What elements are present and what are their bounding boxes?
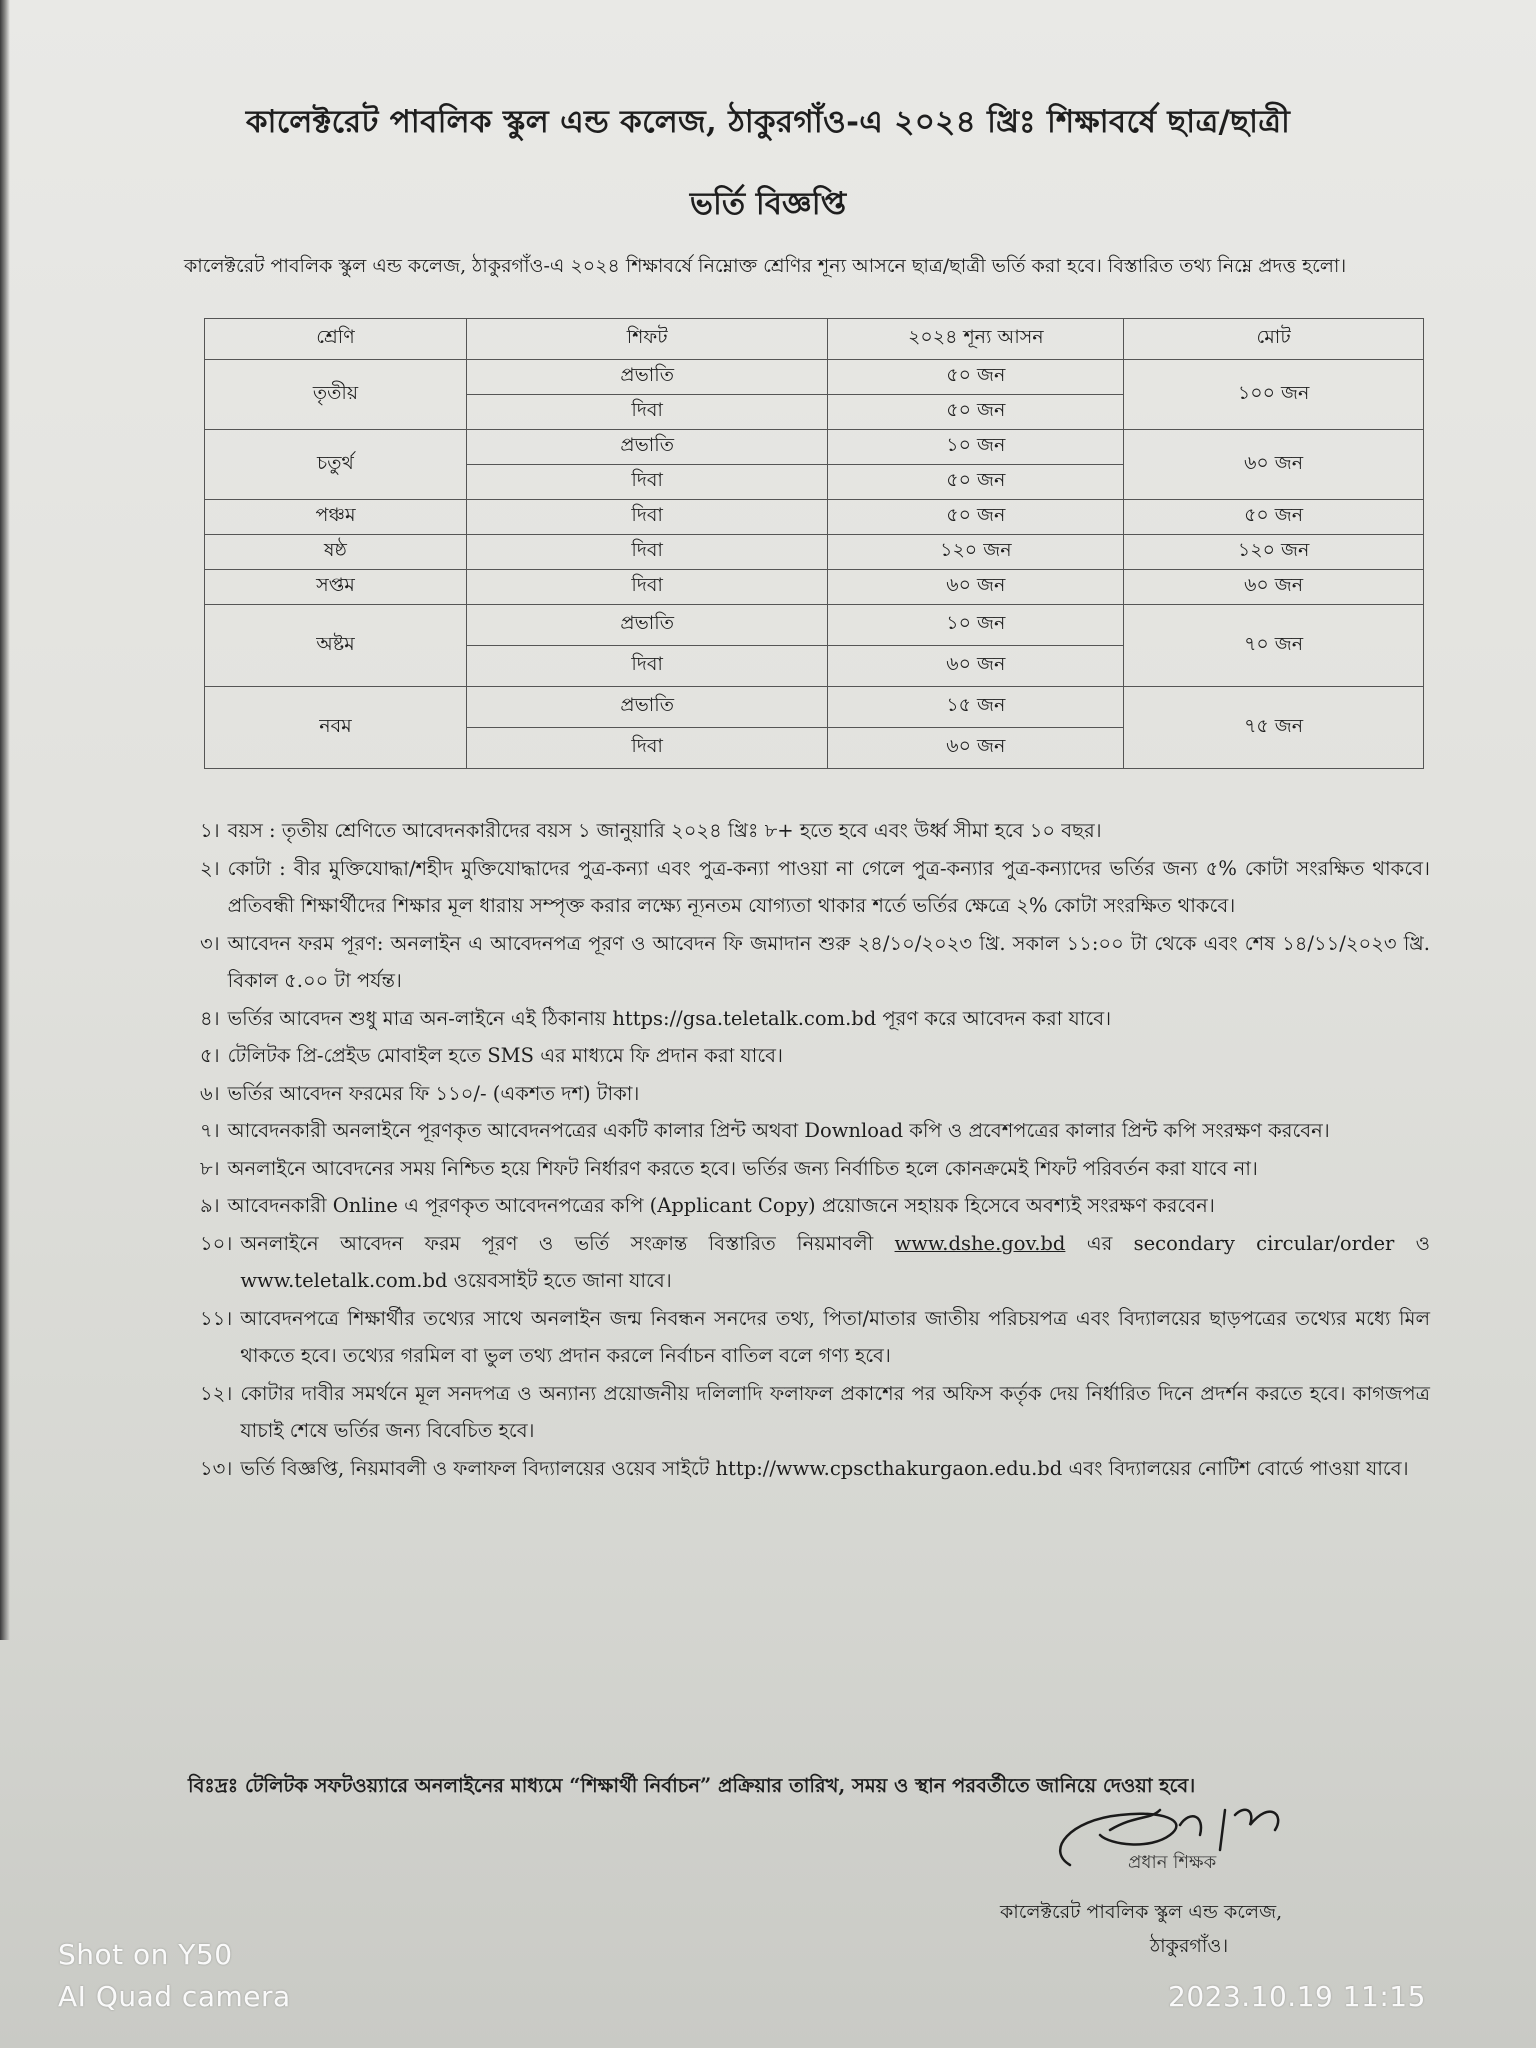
rule-item xyxy=(200,1450,1430,1488)
rule-item xyxy=(200,1225,1430,1300)
rule-text: ভর্তির আবেদন ফরমের ফি ১১০/- (একশত দশ) টাকা। xyxy=(227,1081,640,1105)
shift: দিবা xyxy=(466,728,828,769)
rule-text: আবেদনকারী Online এ পূরণকৃত আবেদনপত্রের কপি (Applicant Copy) প্রয়োজনে সহায়ক হিসেবে অবশ্যই সংরক্ষণ করবেন। xyxy=(227,1194,1215,1217)
shift: প্রভাতি xyxy=(466,605,828,646)
header-total: মোট xyxy=(1124,319,1424,360)
seats: ৬০ জন xyxy=(828,728,1124,769)
rule-text: অনলাইনে আবেদনের সময় নিশ্চিত হয়ে শিফট নির্ধারণ করতে হবে। ভর্তির জন্য নির্বাচিত হলে কোনক্রমেই শিফট পরিবর্তন করা যাবে না। xyxy=(227,1156,1258,1180)
rule-item xyxy=(200,1000,1430,1038)
seats: ৫০ জন xyxy=(828,395,1124,430)
shift: দিবা xyxy=(466,395,828,430)
rule-item xyxy=(200,1300,1430,1375)
shift: দিবা xyxy=(466,535,828,570)
camera-watermark-model: Shot on Y50 xyxy=(58,1938,233,1971)
rule-number: ৬। xyxy=(200,1081,220,1105)
rule-number: ১। xyxy=(200,819,220,842)
rule-number: ৯। xyxy=(200,1194,220,1217)
header-shift: শিফট xyxy=(466,319,828,360)
rule-number: ৩। xyxy=(200,931,220,955)
rule-number: ৭। xyxy=(200,1119,220,1142)
footnote: বিঃদ্রঃ টেলিটক সফটওয়্যারে অনলাইনের মাধ্যমে “শিক্ষার্থী নির্বাচন” প্রক্রিয়ার তারিখ, সময় ও স্থান পরবর্তীতে জানিয়ে দেওয়া হবে। xyxy=(188,1774,1196,1797)
class-name: নবম xyxy=(205,687,467,769)
table-row xyxy=(205,535,1424,570)
rule-number: ১২। xyxy=(200,1381,233,1405)
headmaster-title: প্রধান শিক্ষক xyxy=(1128,1852,1217,1873)
seats: ৫০ জন xyxy=(828,465,1124,500)
rule-text xyxy=(240,1225,1430,1300)
rule-number: ৮। xyxy=(200,1156,220,1180)
table-row xyxy=(205,605,1424,646)
vacant-seats-table xyxy=(204,318,1424,769)
rule-number: ৫। xyxy=(200,1044,220,1067)
rule-text: ভর্তি বিজ্ঞপ্তি, নিয়মাবলী ও ফলাফল বিদ্যালয়ের ওয়েব সাইটে http://www.cpscthakurgaon.edu.bd এবং বিদ্যালয়ের নোটিশ বোর্ডে পাওয়া যাবে। xyxy=(240,1456,1409,1480)
rule-item xyxy=(200,1187,1430,1225)
rule-number: ১০। xyxy=(200,1231,233,1255)
camera-watermark-lens: AI Quad camera xyxy=(58,1980,291,2013)
table-row xyxy=(205,360,1424,395)
rule-number: ১১। xyxy=(200,1306,233,1330)
shift: দিবা xyxy=(466,646,828,687)
table-row xyxy=(205,570,1424,605)
rule-text-after: এর secondary circular/order ও www.teletalk.com.bd ওয়েবসাইট হতে জানা যাবে। xyxy=(240,1231,1430,1292)
class-name: ষষ্ঠ xyxy=(205,535,467,570)
rule-item xyxy=(200,812,1430,850)
class-name: পঞ্চম xyxy=(205,500,467,535)
rule-number: ২। xyxy=(200,856,220,880)
seats: ৫০ জন xyxy=(828,500,1124,535)
seats: ১২০ জন xyxy=(828,535,1124,570)
paper-edge-shadow xyxy=(0,0,10,1640)
rule-number: ৪। xyxy=(200,1006,220,1030)
rule-item xyxy=(200,1150,1430,1188)
table-row xyxy=(205,687,1424,728)
rule-text: আবেদনকারী অনলাইনে পূরণকৃত আবেদনপত্রের একটি কালার প্রিন্ট অথবা Download কপি ও প্রবেশপত্রের কালার প্রিন্ট কপি সংরক্ষণ করবেন। xyxy=(227,1119,1330,1142)
rule-text: টেলিটক প্রি-প্রেইড মোবাইল হতে SMS এর মাধ্যমে ফি প্রদান করা যাবে। xyxy=(227,1044,783,1067)
table-row xyxy=(205,500,1424,535)
rule-item xyxy=(200,925,1430,1000)
class-total: ১০০ জন xyxy=(1124,360,1424,430)
rule-item xyxy=(200,1112,1430,1150)
rule-number: ১৩। xyxy=(200,1456,233,1480)
class-name: তৃতীয় xyxy=(205,360,467,430)
shift: প্রভাতি xyxy=(466,687,828,728)
rule-item xyxy=(200,850,1430,925)
rule-item xyxy=(200,1075,1430,1113)
table-header-row xyxy=(205,319,1424,360)
table-row xyxy=(205,430,1424,465)
shift: দিবা xyxy=(466,500,828,535)
dshe-link[interactable]: www.dshe.gov.bd xyxy=(894,1231,1066,1255)
class-total: ৬০ জন xyxy=(1124,570,1424,605)
camera-watermark-timestamp: 2023.10.19 11:15 xyxy=(1168,1980,1426,2013)
seats: ৬০ জন xyxy=(828,570,1124,605)
shift: প্রভাতি xyxy=(466,430,828,465)
notice-subtitle: ভর্তি বিজ্ঞপ্তি xyxy=(689,186,847,222)
seats: ১৫ জন xyxy=(828,687,1124,728)
seats: ১০ জন xyxy=(828,430,1124,465)
header-class: শ্রেণি xyxy=(205,319,467,360)
class-total: ৭০ জন xyxy=(1124,605,1424,687)
class-name: অষ্টম xyxy=(205,605,467,687)
seats: ৫০ জন xyxy=(828,360,1124,395)
intro-paragraph: কালেক্টরেট পাবলিক স্কুল এন্ড কলেজ, ঠাকুরগাঁও-এ ২০২৪ শিক্ষাবর্ষে নিম্নোক্ত শ্রেণির শূন্য আসনে ছাত্র/ছাত্রী ভর্তি করা হবে। বিস্তারিত তথ্য নিম্নে প্রদত্ত হলো। xyxy=(184,255,1347,277)
class-total: ৫০ জন xyxy=(1124,500,1424,535)
header-vacant-seats: ২০২৪ শূন্য আসন xyxy=(828,319,1124,360)
shift: প্রভাতি xyxy=(466,360,828,395)
rule-text: বয়স : তৃতীয় শ্রেণিতে আবেদনকারীদের বয়স ১ জানুয়ারি ২০২৪ খ্রিঃ ৮+ হতে হবে এবং উর্ধ্ব সীমা হবে ১০ বছর। xyxy=(227,819,1102,842)
shift: দিবা xyxy=(466,570,828,605)
rule-item xyxy=(200,1037,1430,1075)
notice-title: কালেক্টরেট পাবলিক স্কুল এন্ড কলেজ, ঠাকুরগাঁও-এ ২০২৪ খ্রিঃ শিক্ষাবর্ষে ছাত্র/ছাত্রী xyxy=(245,104,1291,140)
rule-item xyxy=(200,1375,1430,1450)
rule-text: আবেদনপত্রে শিক্ষার্থীর তথ্যের সাথে অনলাইন জন্ম নিবন্ধন সনদের তথ্য, পিতা/মাতার জাতীয় পরিচয়পত্র এবং বিদ্যালয়ের ছাড়পত্রের তথ্যের মধ্যে মিল থাকতে হবে। তথ্যের গরমিল বা ভুল তথ্য প্রদান করলে নির্বাচন বাতিল বলে গণ্য হবে। xyxy=(240,1306,1430,1367)
seats: ১০ জন xyxy=(828,605,1124,646)
rules-list xyxy=(200,812,1430,1487)
class-name: চতুর্থ xyxy=(205,430,467,500)
class-total: ৬০ জন xyxy=(1124,430,1424,500)
school-name: কালেক্টরেট পাবলিক স্কুল এন্ড কলেজ, xyxy=(1000,1901,1283,1923)
rule-text: কোটা : বীর মুক্তিযোদ্ধা/শহীদ মুক্তিযোদ্ধাদের পুত্র-কন্যা এবং পুত্র-কন্যা পাওয়া না গেলে পুত্র-কন্যার পুত্র-কন্যাদের ভর্তির জন্য ৫% কোটা সংরক্ষিত থাকবে। প্রতিবন্ধী শিক্ষার্থীদের শিক্ষার মূল ধারায় সম্পৃক্ত করার লক্ষ্যে ন্যূনতম যোগ্যতা থাকার শর্তে ভর্তির ক্ষেত্রে ২% কোটা সংরক্ষিত থাকবে। xyxy=(227,856,1430,917)
class-total: ১২০ জন xyxy=(1124,535,1424,570)
rule-text-before: অনলাইনে আবেদন ফরম পূরণ ও ভর্তি সংক্রান্ত বিস্তারিত নিয়মাবলী xyxy=(240,1231,895,1255)
seats: ৬০ জন xyxy=(828,646,1124,687)
shift: দিবা xyxy=(466,465,828,500)
class-name: সপ্তম xyxy=(205,570,467,605)
rule-text: আবেদন ফরম পূরণ: অনলাইন এ আবেদনপত্র পূরণ ও আবেদন ফি জমাদান শুরু ২৪/১০/২০২৩ খ্রি. সকাল ১১:০০ টা থেকে এবং শেষ ১৪/১১/২০২৩ খ্রি. বিকাল ৫.০০ টা পর্যন্ত। xyxy=(227,931,1430,992)
class-total: ৭৫ জন xyxy=(1124,687,1424,769)
school-town: ঠাকুরগাঁও। xyxy=(1150,1935,1229,1957)
rule-text: কোটার দাবীর সমর্থনে মূল সনদপত্র ও অন্যান্য প্রয়োজনীয় দলিলাদি ফলাফল প্রকাশের পর অফিস কর্তৃক দেয় নির্ধারিত দিনে প্রদর্শন করতে হবে। কাগজপত্র যাচাই শেষে ভর্তির জন্য বিবেচিত হবে। xyxy=(240,1381,1430,1442)
rule-text: ভর্তির আবেদন শুধু মাত্র অন-লাইনে এই ঠিকানায় https://gsa.teletalk.com.bd পূরণ করে আবেদন করা যাবে। xyxy=(227,1006,1112,1030)
